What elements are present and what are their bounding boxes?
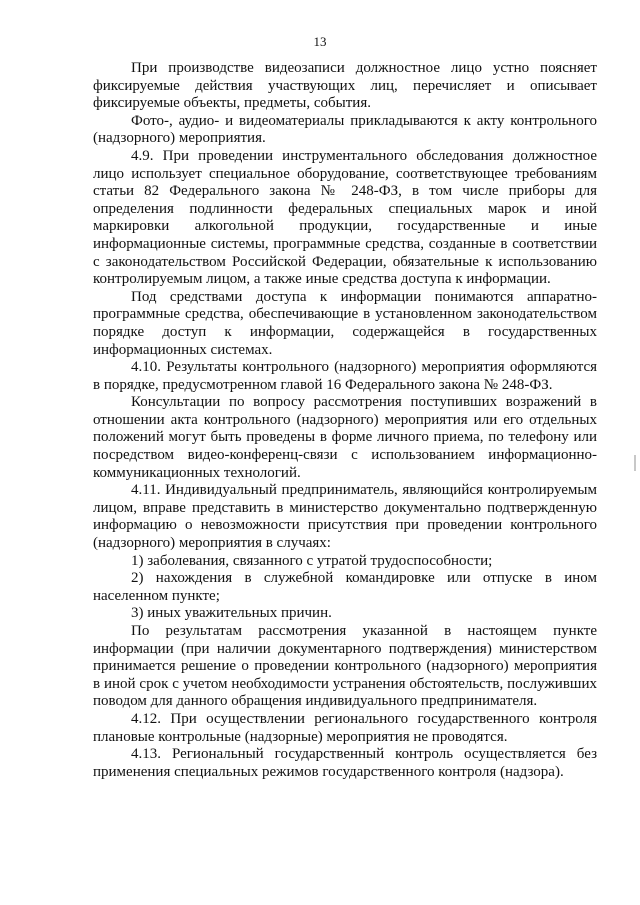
document-body (93, 60, 597, 781)
paragraph-access-means: Под средствами доступа к информации понимаются аппаратно-программные средства, обеспечивающие в установленном законодательством порядке доступ к информации, содержащейся в государственных информационных системах. (93, 288, 597, 358)
paragraph-decision: По результатам рассмотрения указанной в настоящем пункте информации (при наличии документарного подтверждения) министерством принимается решение о проведении контрольного (надзорного) мероприятия в иной срок с учетом необходимости устранения обстоятельств, послуживших поводом для данного обращения индивидуального предпринимателя. (93, 623, 597, 710)
list-item-2: 2) нахождения в служебной командировке или отпуске в ином населенном пункте; (93, 570, 597, 604)
paragraph-consultations: Консультации по вопросу рассмотрения поступивших возражений в отношении акта контрольного (надзорного) мероприятия или его отдельных положений могут быть проведены в форме личного приема, по телефону или посредством видео-конференц-связи с использованием информационно-коммуникационных технологий. (93, 394, 597, 481)
paragraph-photo-materials: Фото-, аудио- и видеоматериалы прикладываются к акту контрольного (надзорного) мероприятия. (93, 112, 597, 147)
paragraph-video-recording: При производстве видеозаписи должностное лицо устно поясняет фиксируемые действия участвующих лиц, перечисляет и описывает фиксируемые объекты, предметы, события. (93, 60, 597, 112)
scan-edge-mark (634, 455, 636, 471)
paragraph-4-13: 4.13. Региональный государственный контроль осуществляется без применения специальных режимов государственного контроля (надзора). (93, 746, 597, 780)
list-item-3: 3) иных уважительных причин. (131, 605, 332, 622)
page-number: 13 (313, 34, 327, 49)
paragraph-4-11: 4.11. Индивидуальный предприниматель, являющийся контролируемым лицом, вправе представить в министерство документально подтвержденную информацию о невозможности присутствия при проведении контрольного (надзорного) мероприятия в случаях: (93, 482, 597, 552)
paragraph-4-9: 4.9. При проведении инструментального обследования должностное лицо использует специальное оборудование, соответствующее требованиям статьи 82 Федерального закона № 248-ФЗ, в том числе приборы для определения подлинности федеральных специальных марок и иной маркировки алкогольной продукции, государственные и иные информационные системы, программные средства, созданные в соответствии с законодательством Российской Федерации, обязательные к использованию контролируемым лицом, а также иные средства доступа к информации. (93, 147, 597, 288)
paragraph-4-12: 4.12. При осуществлении регионального государственного контроля плановые контрольные (надзорные) мероприятия не проводятся. (93, 710, 597, 745)
list-item-1: 1) заболевания, связанного с утратой трудоспособности; (131, 552, 493, 569)
paragraph-4-10: 4.10. Результаты контрольного (надзорного) мероприятия оформляются в порядке, предусмотренном главой 16 Федерального закона № 248-ФЗ. (93, 359, 597, 393)
